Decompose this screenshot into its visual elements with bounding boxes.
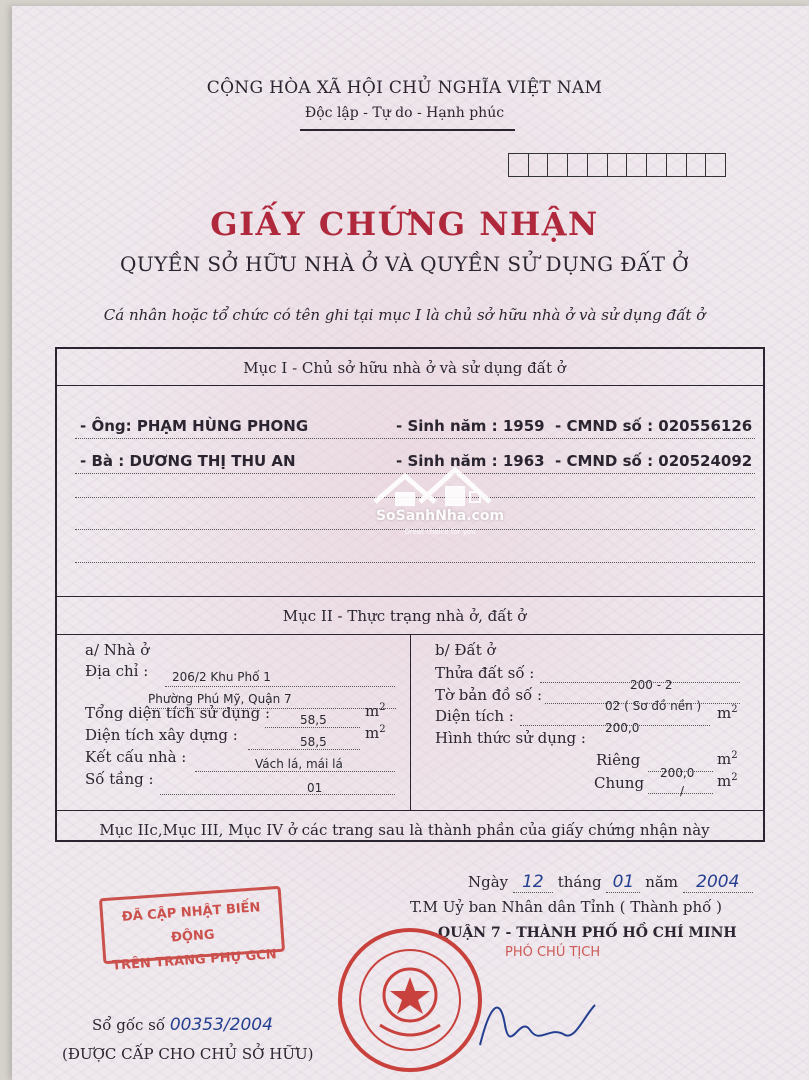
owner1-birth: - Sinh năm : 1959 (396, 417, 545, 435)
private-unit: $m^2$ (717, 750, 738, 768)
register-line: Sổ gốc số 00353/2004 (92, 1015, 273, 1035)
dotted-line (248, 749, 360, 750)
total-area-label: Tổng diện tích sử dụng : (85, 704, 271, 722)
column-divider (410, 634, 411, 811)
section2-title: Mục II - Thực trạng nhà ở, đất ở (282, 607, 527, 625)
house-heading: a/ Nhà ở (85, 641, 150, 659)
usage-form-label: Hình thức sử dụng : (435, 729, 586, 747)
update-stamp (99, 886, 285, 974)
dotted-line (648, 771, 713, 772)
row-divider (56, 385, 763, 386)
land-area-label: Diện tích : (435, 707, 514, 725)
total-area-value: 58,5 (300, 713, 327, 727)
stamp-line2: TRÊN TRANG PHỤ GCN (111, 947, 278, 974)
dotted-line (165, 686, 395, 687)
dotted-line (160, 794, 395, 795)
owner2-name: - Bà : DƯƠNG THỊ THU AN (80, 452, 296, 470)
dotted-line (540, 682, 740, 683)
private-label: Riêng (596, 751, 641, 769)
intro-text: Cá nhân hoặc tổ chức có tên ghi tại mục I là chủ sở hữu nhà ở và sử dụng đất ở (103, 306, 706, 324)
shared-value: / (680, 784, 685, 798)
land-area-value: 200,0 (605, 721, 640, 735)
owner2-id: - CMND số : 020524092 (555, 452, 753, 470)
dotted-line (75, 562, 755, 563)
footer-note: Mục IIc,Mục III, Mục IV ở các trang sau là thành phần của giấy chứng nhận này (99, 821, 710, 839)
built-area-label: Diện tích xây dựng : (85, 726, 238, 744)
document-subtitle: QUYỀN SỞ HỮU NHÀ Ở VÀ QUYỀN SỬ DỤNG ĐẤT Ở (120, 252, 689, 276)
document-title: GIẤY CHỨNG NHẬN (210, 205, 599, 243)
built-area-value: 58,5 (300, 735, 327, 749)
shared-unit: $m^2$ (717, 772, 738, 790)
address-label: Địa chỉ : (85, 662, 149, 680)
nation-heading: CỘNG HÒA XÃ HỘI CHỦ NGHĨA VIỆT NAM (206, 78, 603, 98)
stamp-line1: ĐÃ CẬP NHẬT BIẾN ĐỘNG (121, 900, 261, 946)
section1-title: Mục I - Chủ sở hữu nhà ở và sử dụng đất ở (243, 359, 566, 377)
authority-line3: PHÓ CHỦ TỊCH (505, 945, 601, 960)
parcel-value: 200 - 2 (630, 678, 673, 692)
official-seal-icon (335, 925, 485, 1075)
dotted-line (545, 703, 740, 704)
dotted-line (520, 725, 710, 726)
owner1-name: - Ông: PHẠM HÙNG PHONG (80, 417, 309, 435)
watermark-logo (365, 462, 515, 552)
structure-value: Vách lá, mái lá (255, 757, 343, 771)
structure-label: Kết cấu nhà : (85, 748, 187, 766)
land-area-unit: $m^2$ (717, 704, 738, 722)
address-line1: 206/2 Khu Phố 1 (172, 670, 271, 684)
total-area-unit: $m^2$ (365, 702, 386, 720)
dotted-line (648, 793, 713, 794)
map-sheet-label: Tờ bản đồ số : (435, 686, 543, 704)
dotted-line (195, 771, 395, 772)
dotted-line (75, 438, 755, 439)
house-icon (365, 462, 515, 512)
watermark-brand: SoSanhNha.com (375, 508, 505, 524)
watermark-slogan: Great choice for you (404, 528, 476, 536)
motto-underline (300, 129, 515, 131)
register-number: 00353/2004 (169, 1015, 273, 1035)
owner2-birth: - Sinh năm : 1963 (396, 452, 545, 470)
authority-line2: QUẬN 7 - THÀNH PHỐ HỒ CHÍ MINH (438, 925, 737, 941)
dotted-line (265, 727, 360, 728)
owner1-id: - CMND số : 020556126 (555, 417, 753, 435)
map-sheet-value: 02 ( Sơ đồ nền ) (605, 699, 702, 713)
signature-icon (470, 985, 600, 1055)
date-line: Ngày 12 tháng 01 năm 2004 (468, 872, 753, 893)
private-value: 200,0 (660, 766, 695, 780)
motto: Độc lập - Tự do - Hạnh phúc (304, 105, 505, 121)
serial-number-boxes (508, 153, 726, 177)
parcel-label: Thửa đất số : (435, 664, 535, 682)
land-heading: b/ Đất ở (435, 641, 496, 659)
authority-line1: T.M Uỷ ban Nhân dân Tỉnh ( Thành phố ) (410, 898, 722, 916)
register-note: (ĐƯỢC CẤP CHO CHỦ SỞ HỮU) (62, 1045, 314, 1063)
floors-value: 01 (307, 781, 323, 795)
built-area-unit: $m^2$ (365, 724, 386, 742)
floors-label: Số tầng : (85, 770, 154, 788)
row-divider (56, 596, 763, 597)
address-line2: Phường Phú Mỹ, Quận 7 (148, 692, 292, 706)
shared-label: Chung (594, 774, 645, 792)
